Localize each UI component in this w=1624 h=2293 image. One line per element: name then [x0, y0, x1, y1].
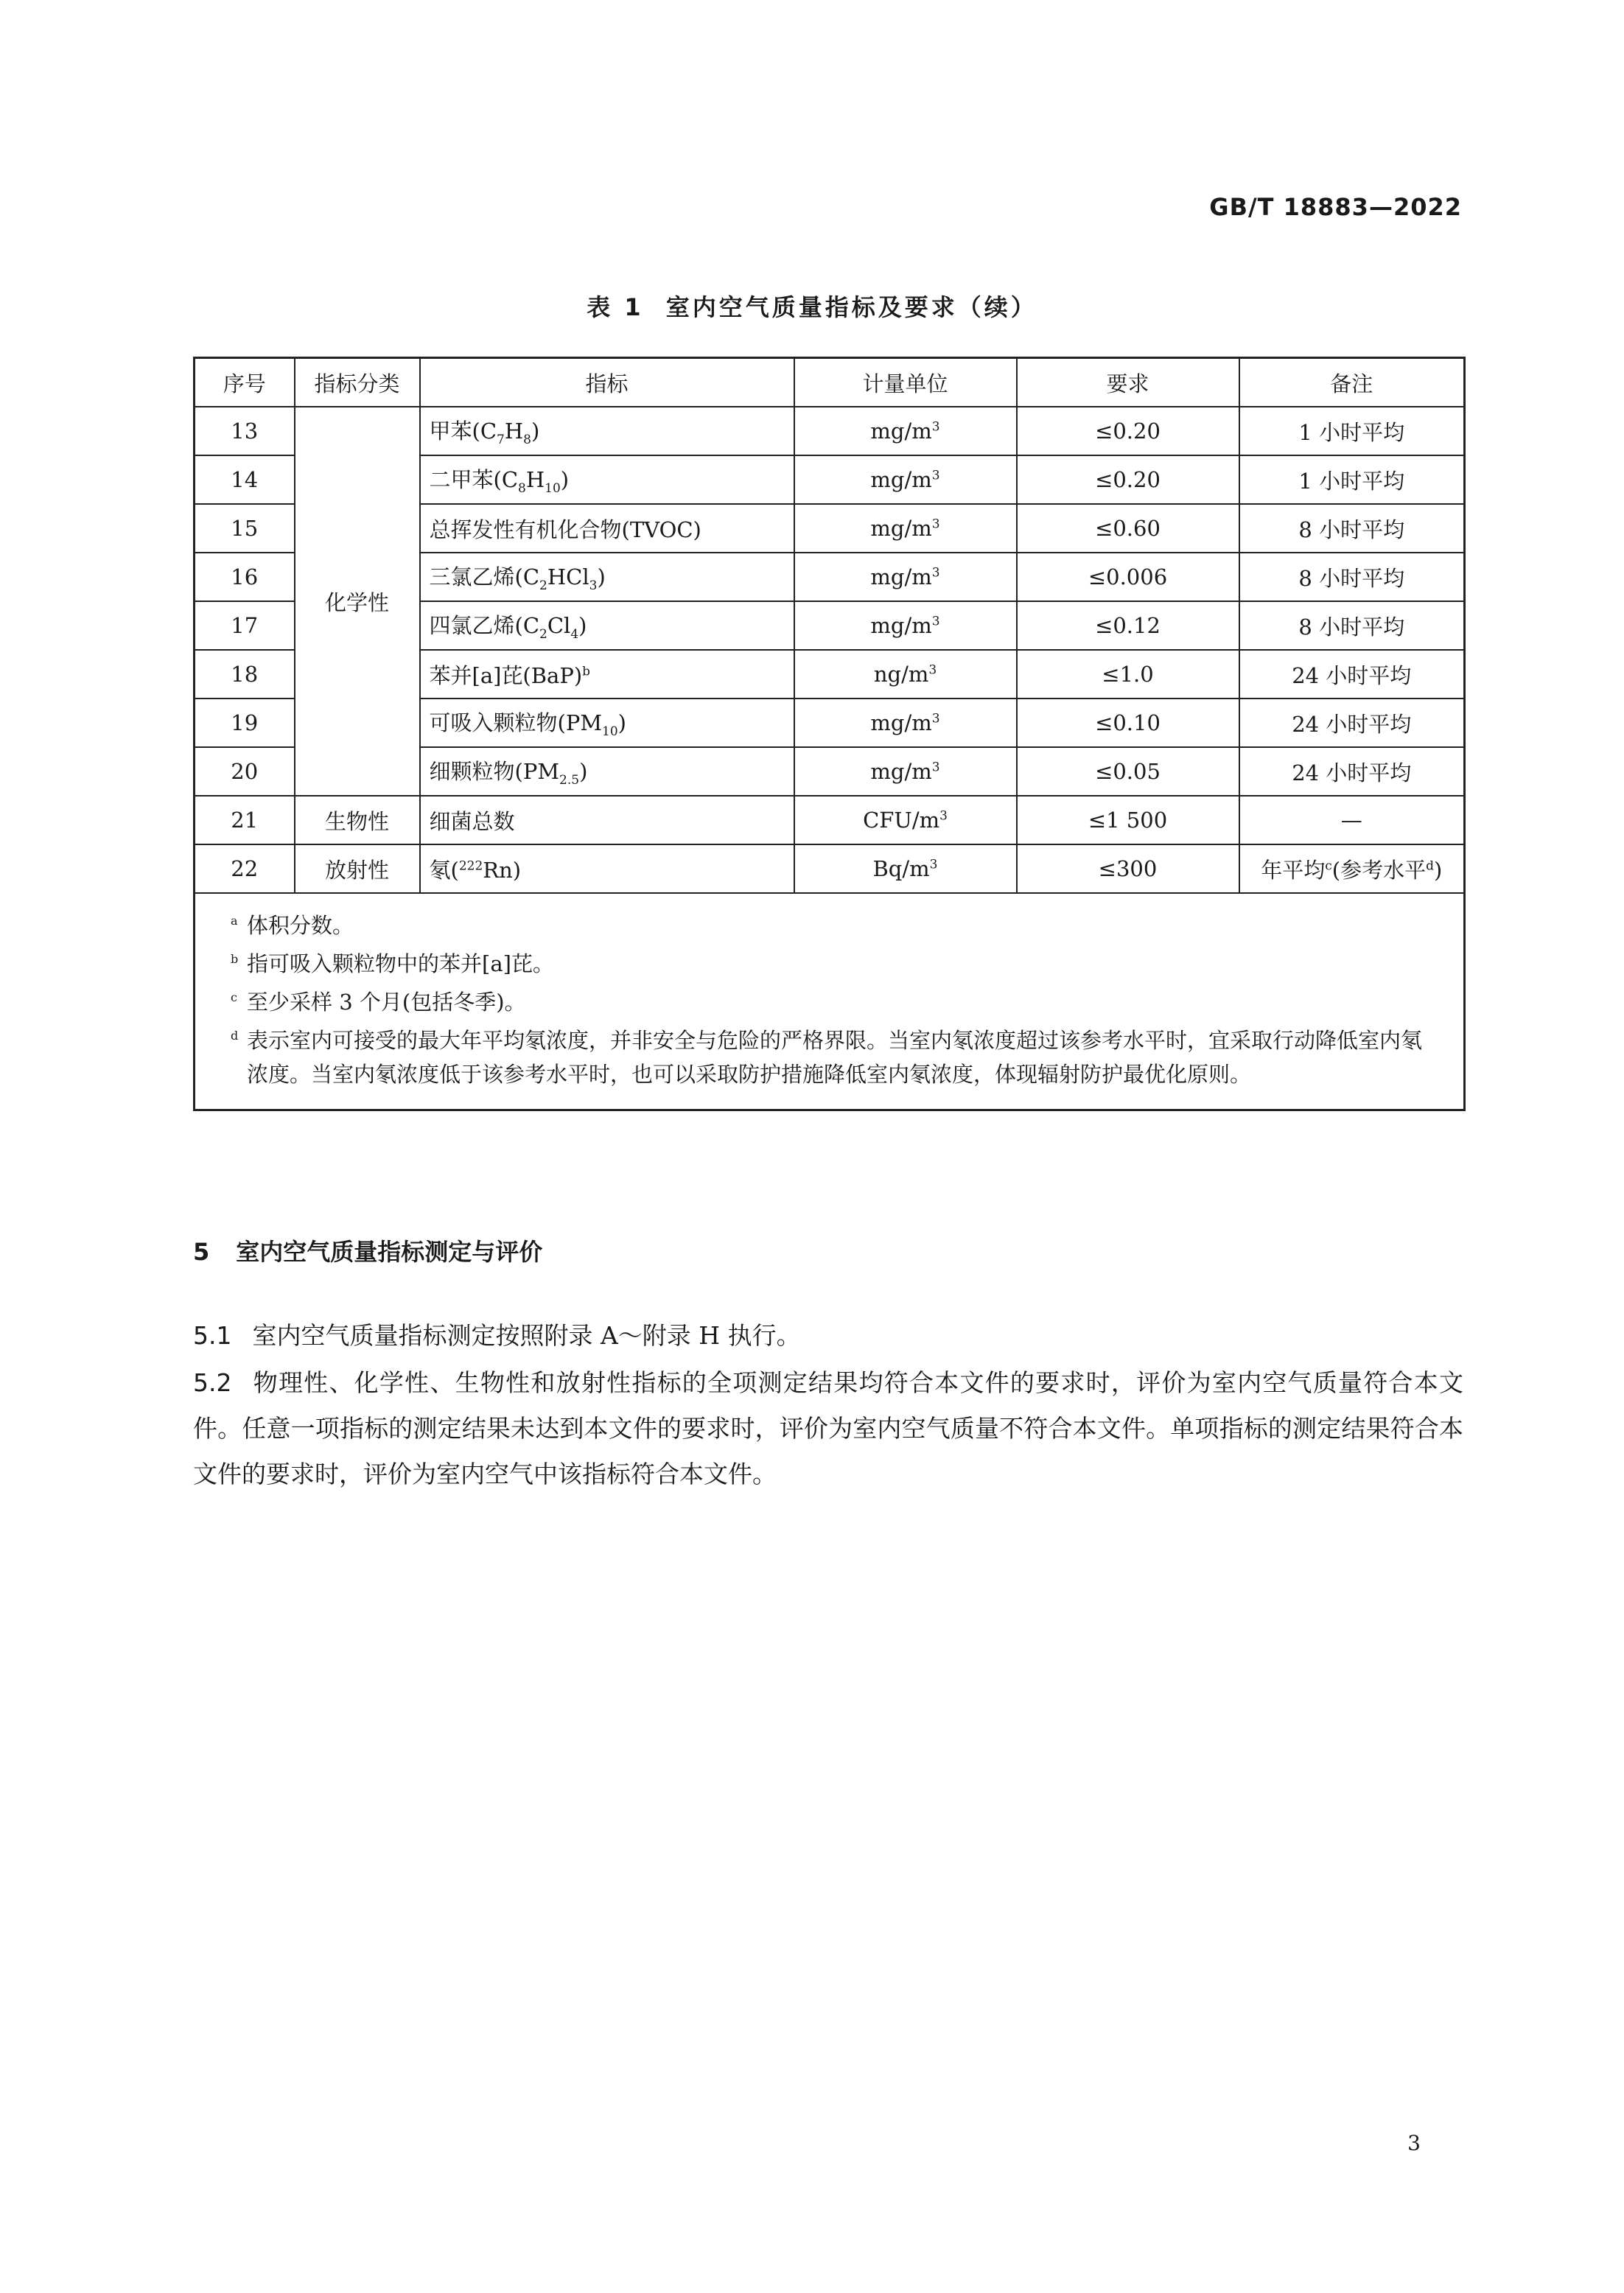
- requirement-cell: ≤300: [1017, 844, 1239, 893]
- row-no: 16: [195, 553, 295, 601]
- table-header-row: [195, 358, 1465, 407]
- requirement-cell: ≤0.006: [1017, 553, 1239, 601]
- category-cell: 放射性: [295, 844, 420, 893]
- row-no: 20: [195, 747, 295, 796]
- unit-cell: $mg/m^3$: [794, 407, 1017, 455]
- row-no: 15: [195, 504, 295, 553]
- header-unit: 计量单位: [794, 358, 1017, 407]
- requirement-cell: ≤0.12: [1017, 601, 1239, 650]
- unit-cell: CFU/$m^3$: [794, 796, 1017, 844]
- page-number: 3: [1407, 2131, 1421, 2155]
- requirement-cell: ≤0.60: [1017, 504, 1239, 553]
- remark-cell: 8 小时平均: [1239, 504, 1465, 553]
- row-no: 17: [195, 601, 295, 650]
- clause-text: 室内空气质量指标测定按照附录 A～附录 H 执行。: [252, 1321, 801, 1350]
- category-cell: 化学性: [295, 407, 420, 796]
- header-no: 序号: [195, 358, 295, 407]
- air-quality-table: [193, 357, 1466, 1111]
- remark-cell: 8 小时平均: [1239, 553, 1465, 601]
- table-caption-prefix: 表 1: [587, 293, 644, 321]
- header-indicator: 指标: [420, 358, 794, 407]
- requirement-cell: ≤0.10: [1017, 699, 1239, 747]
- remark-cell: 1 小时平均: [1239, 455, 1465, 504]
- row-no: 22: [195, 844, 295, 893]
- indicator-cell: 总挥发性有机化合物(TVOC): [420, 504, 794, 553]
- header-remark: 备注: [1239, 358, 1465, 407]
- indicator-cell: 四氯乙烯$(C_2Cl_4)$: [420, 601, 794, 650]
- indicator-cell: 三氯乙烯$(C_2HCl_3)$: [420, 553, 794, 601]
- remark-cell: 24 小时平均: [1239, 747, 1465, 796]
- indicator-cell: 甲苯$(C_7H_8)$: [420, 407, 794, 455]
- section-number: 5: [193, 1238, 210, 1266]
- header-requirement: 要求: [1017, 358, 1239, 407]
- remark-cell: 8 小时平均: [1239, 601, 1465, 650]
- remark-cell: 年平均$^c$(参考水平$^d$): [1239, 844, 1465, 893]
- table-caption-text: 室内空气质量指标及要求（续）: [665, 293, 1037, 321]
- footnotes-cell: [195, 893, 1465, 1110]
- requirement-cell: ≤1.0: [1017, 650, 1239, 699]
- row-no: 21: [195, 796, 295, 844]
- footnotes-row: [195, 893, 1465, 1110]
- header-category: 指标分类: [295, 358, 420, 407]
- clause-text: 物理性、化学性、生物性和放射性指标的全项测定结果均符合本文件的要求时，评价为室内空气质量符合本文件。任意一项指标的测定结果未达到本文件的要求时，评价为室内空气质量不符合本文件。单项指标的测定结果符合本文件的要求时，评价为室内空气中该指标符合本文件。: [193, 1368, 1463, 1488]
- table-row: [195, 407, 1465, 455]
- indicator-cell: 氡($^{222}$Rn): [420, 844, 794, 893]
- section-title: 室内空气质量指标测定与评价: [236, 1238, 543, 1266]
- unit-cell: $ng/m^3$: [794, 650, 1017, 699]
- row-no: 19: [195, 699, 295, 747]
- paragraph-5-2: [193, 1360, 1463, 1497]
- unit-cell: $mg/m^3$: [794, 747, 1017, 796]
- indicator-cell: 二甲苯$(C_8H_{10})$: [420, 455, 794, 504]
- indicator-cell: 细菌总数: [420, 796, 794, 844]
- unit-cell: $mg/m^3$: [794, 553, 1017, 601]
- section-heading: [193, 1233, 542, 1267]
- footnote: b 指可吸入颗粒物中的苯并[a]芘。: [231, 951, 554, 976]
- paragraph-5-1: [193, 1313, 1463, 1359]
- remark-cell: —: [1239, 796, 1465, 844]
- requirement-cell: ≤0.05: [1017, 747, 1239, 796]
- indicator-cell: 可吸入颗粒物$(PM_{10})$: [420, 699, 794, 747]
- row-no: 14: [195, 455, 295, 504]
- row-no: 13: [195, 407, 295, 455]
- footnote: c 至少采样 3 个月(包括冬季)。: [231, 990, 526, 1015]
- unit-cell: $mg/m^3$: [794, 504, 1017, 553]
- unit-cell: $Bq/m^3$: [794, 844, 1017, 893]
- row-no: 18: [195, 650, 295, 699]
- remark-cell: 24 小时平均: [1239, 650, 1465, 699]
- category-cell: 生物性: [295, 796, 420, 844]
- table-caption: [0, 289, 1624, 323]
- document-code: GB/T 18883—2022: [1209, 193, 1462, 221]
- clause-number: 5.1: [193, 1321, 232, 1350]
- unit-cell: $mg/m^3$: [794, 601, 1017, 650]
- footnote: a 体积分数。: [231, 913, 354, 938]
- remark-cell: 24 小时平均: [1239, 699, 1465, 747]
- unit-cell: $mg/m^3$: [794, 455, 1017, 504]
- requirement-cell: ≤0.20: [1017, 407, 1239, 455]
- remark-cell: 1 小时平均: [1239, 407, 1465, 455]
- footnote: d 表示室内可接受的最大年平均氡浓度，并非安全与危险的严格界限。当室内氡浓度超过该参考水平时，宜采取行动降低室内氡浓度。当室内氡浓度低于该参考水平时，也可以采取防护措施降低室内氡浓度，体现辐射防护最优化原则。: [231, 1028, 1423, 1087]
- table-row: [195, 796, 1465, 844]
- requirement-cell: ≤1 500: [1017, 796, 1239, 844]
- indicator-cell: 苯并[a]芘(BaP)$^b$: [420, 650, 794, 699]
- unit-cell: $mg/m^3$: [794, 699, 1017, 747]
- indicator-cell: 细颗粒物$(PM_{2.5})$: [420, 747, 794, 796]
- table-row: [195, 844, 1465, 893]
- clause-number: 5.2: [193, 1368, 232, 1397]
- requirement-cell: ≤0.20: [1017, 455, 1239, 504]
